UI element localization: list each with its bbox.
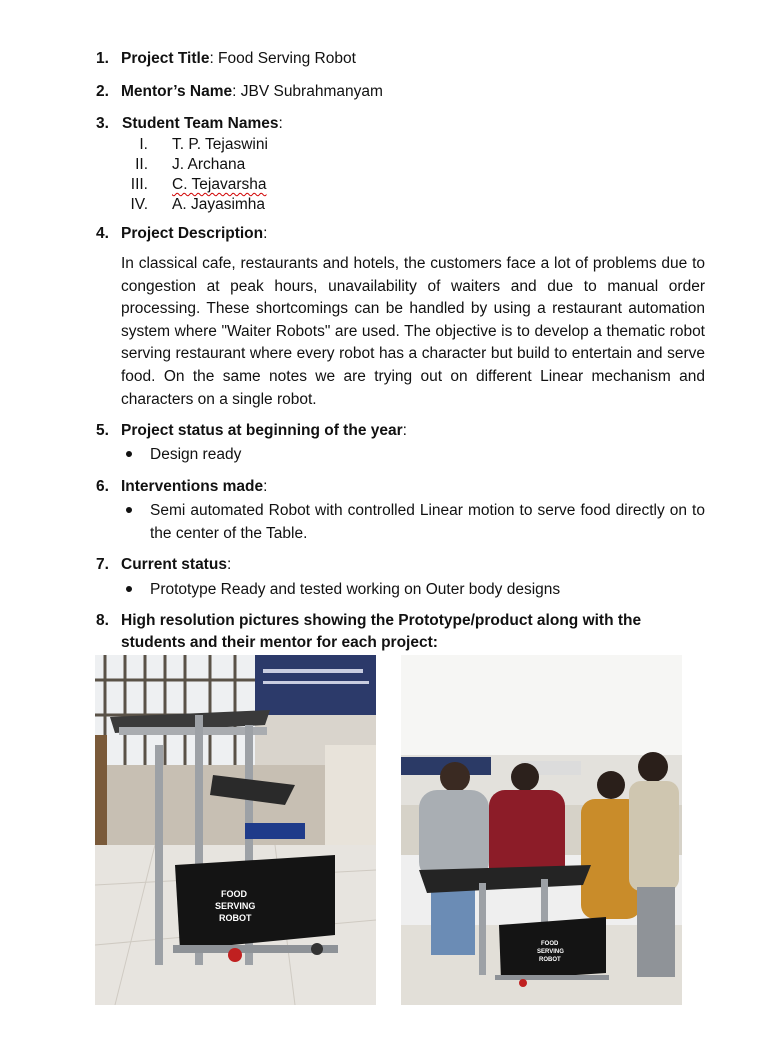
robot-label-line: FOOD bbox=[541, 941, 559, 947]
team-member-name: T. P. Tejaswini bbox=[172, 136, 268, 153]
item-number: 1. bbox=[96, 50, 109, 67]
item-label: Current status bbox=[121, 556, 227, 573]
item-value: Food Serving Robot bbox=[213, 50, 356, 67]
item-number: 7. bbox=[96, 556, 109, 573]
bullet-icon bbox=[126, 586, 132, 592]
team-member-name: J. Archana bbox=[172, 156, 246, 173]
list-numeral: II. bbox=[135, 156, 148, 173]
photo-prototype bbox=[95, 655, 376, 1005]
robot-label-line: SERVING bbox=[215, 901, 256, 911]
bullet-icon bbox=[126, 507, 132, 513]
item-number: 8. bbox=[96, 612, 109, 629]
item-label: Interventions made bbox=[121, 478, 264, 495]
bullet-text: Semi automated Robot with controlled Linear motion to serve food directly on to the center of the Table. bbox=[150, 502, 705, 542]
document-page: 1. Project Title: Food Serving Robot 2. Mentor’s Name: JBV Subrahmanyam 3. Student Team Names: I. T. P. Tejaswini II. J. Archana III. C. Tejavarsha IV. A. Jayasimha 4. Project Description: In classical cafe, restaurants and hotels, the customers face a lot of problems due to congestion at peak hours, unavailability of waiters and due to manual order processing. These shortcomings can be handled by using a restaurant automation system where "Waiter Robots" are used. The objective is to develop a thematic robot serving restaurant where every robot has a character but build to entertain and serve food. On the same notes we are trying out on different Linear mechanism and characters on a single robot. 5. Project status at beginning of the year: Design ready 6. Interventions made: Semi automated Robot with controlled Linear motion to serve food directly on to the center of the Table. 7. Current status: Prototype Ready and tested working on Outer body designs 8. High resolution pictures showing the Prototype/product along with the students and their mentor for each project: FOOD SERVING ROBOT FOOD SERVING ROBOT bbox=[0, 0, 775, 1062]
item-number: 4. bbox=[96, 225, 109, 242]
item-label: Project Title bbox=[121, 50, 210, 67]
bullet-icon bbox=[126, 451, 132, 457]
list-numeral: IV. bbox=[130, 196, 148, 213]
robot-label-line: SERVING bbox=[537, 949, 564, 955]
team-member-name: C. Tejavarsha bbox=[172, 176, 267, 193]
item-number: 3. bbox=[96, 115, 109, 132]
robot-label-line: ROBOT bbox=[219, 913, 252, 923]
item-label: Mentor’s Name bbox=[121, 83, 233, 100]
item-number: 6. bbox=[96, 478, 109, 495]
description-paragraph: In classical cafe, restaurants and hotels, the customers face a lot of problems due to congestion at peak hours, unavailability of waiters and due to manual order processing. These shortcomings can be handled by using a restaurant automation system where "Waiter Robots" are used. The objective is to develop a thematic robot serving restaurant where every robot has a character but build to entertain and serve food. On the same notes we are trying out on different Linear mechanism and characters on a single robot. bbox=[121, 255, 705, 408]
robot-label-line: ROBOT bbox=[539, 957, 561, 963]
item-label-continued: students and their mentor for each project: bbox=[121, 634, 438, 651]
item-number: 5. bbox=[96, 422, 109, 439]
item-label: High resolution pictures showing the Prototype/product along with the bbox=[121, 612, 642, 629]
item-label: Student Team Names bbox=[122, 115, 279, 132]
bullet-text: Design ready bbox=[150, 446, 242, 463]
item-value: JBV Subrahmanyam bbox=[236, 83, 383, 100]
item-label: Project Description bbox=[121, 225, 264, 242]
robot-label-line: FOOD bbox=[221, 889, 247, 899]
list-numeral: III. bbox=[130, 176, 148, 193]
item-label: Project status at beginning of the year bbox=[121, 422, 403, 439]
bullet-text: Prototype Ready and tested working on Outer body designs bbox=[150, 581, 561, 598]
list-numeral: I. bbox=[139, 136, 148, 153]
item-number: 2. bbox=[96, 83, 109, 100]
photo-team-with-robot bbox=[401, 655, 682, 1005]
team-member-name: A. Jayasimha bbox=[172, 196, 266, 213]
